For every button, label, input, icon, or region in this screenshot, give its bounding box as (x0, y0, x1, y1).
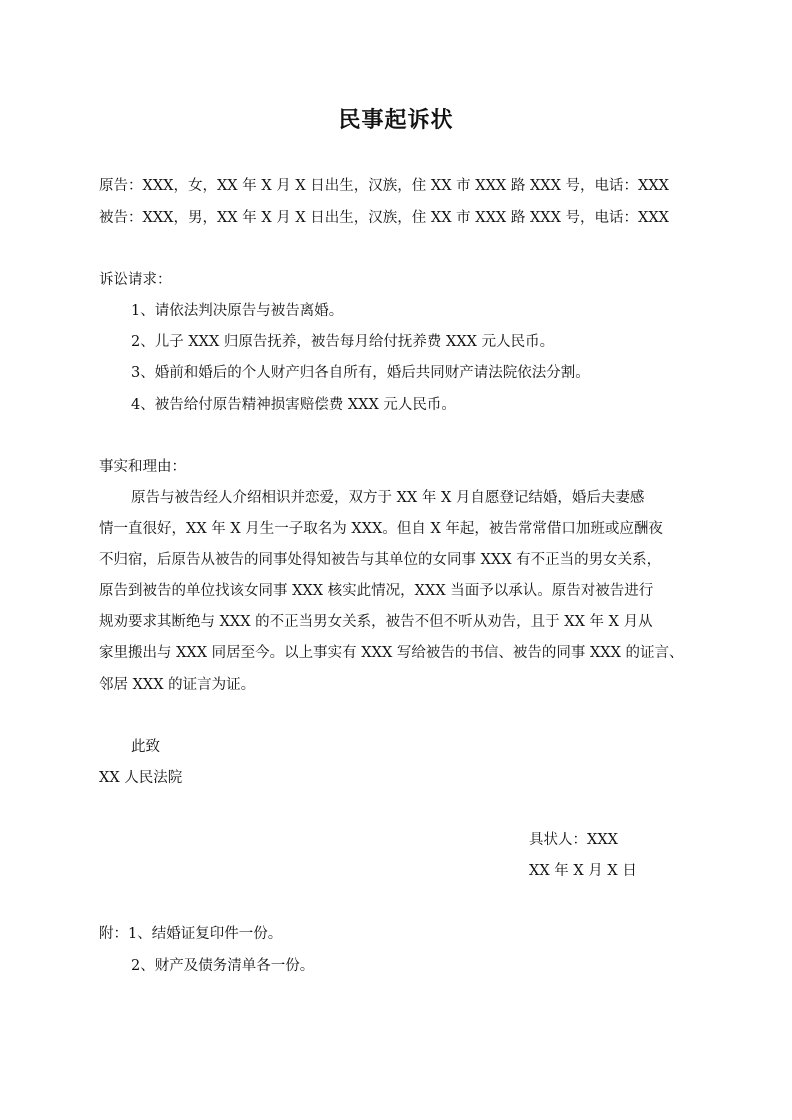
facts-line: 不归宿，后原告从被告的同事处得知被告与其单位的女同事 XXX 有不正当的男女关系， (99, 552, 662, 568)
claim-item: 1、请依法判决原告与被告离婚。 (131, 303, 344, 319)
filer-signature: 具状人：XXX (529, 832, 618, 848)
attachment-item: 附：1、结婚证复印件一份。 (99, 926, 283, 942)
salutation: 此致 (131, 739, 160, 755)
facts-line: 原告到被告的单位找该女同事 XXX 核实此情况，XXX 当面予以承认。原告对被告进行 (99, 583, 654, 599)
document-title: 民事起诉状 (338, 107, 454, 133)
claims-heading: 诉讼请求： (99, 272, 172, 288)
claim-item: 3、婚前和婚后的个人财产归各自所有，婚后共同财产请法院依法分割。 (131, 365, 590, 381)
facts-heading: 事实和理由： (99, 459, 186, 475)
facts-line: 规劝要求其断绝与 XXX 的不正当男女关系，被告不但不听从劝告，且于 XX 年 X 月从 (99, 614, 653, 630)
plaintiff-info: 原告：XXX，女，XX 年 X 月 X 日出生，汉族，住 XX 市 XXX 路 XXX 号，电话：XXX (99, 178, 670, 194)
facts-line: 原告与被告经人介绍相识并恋爱，双方于 XX 年 X 月自愿登记结婚，婚后夫妻感 (131, 490, 645, 506)
court-name: XX 人民法院 (99, 770, 183, 786)
defendant-info: 被告：XXX，男，XX 年 X 月 X 日出生，汉族，住 XX 市 XXX 路 XXX 号，电话：XXX (99, 210, 670, 226)
facts-line: 家里搬出与 XXX 同居至今。以上事实有 XXX 写给被告的书信、被告的同事 XXX 的证言、 (99, 645, 684, 661)
facts-line: 邻居 XXX 的证言为证。 (99, 677, 256, 693)
facts-line: 情一直很好，XX 年 X 月生一子取名为 XXX。但自 X 年起，被告常常借口加班或应酬夜 (99, 521, 663, 537)
claim-item: 4、被告给付原告精神损害赔偿费 XXX 元人民币。 (131, 397, 456, 413)
claim-item: 2、儿子 XXX 归原告抚养，被告每月给付抚养费 XXX 元人民币。 (131, 334, 555, 350)
filing-date: XX 年 X 月 X 日 (529, 863, 637, 879)
attachment-item: 2、财产及债务清单各一份。 (131, 958, 315, 974)
